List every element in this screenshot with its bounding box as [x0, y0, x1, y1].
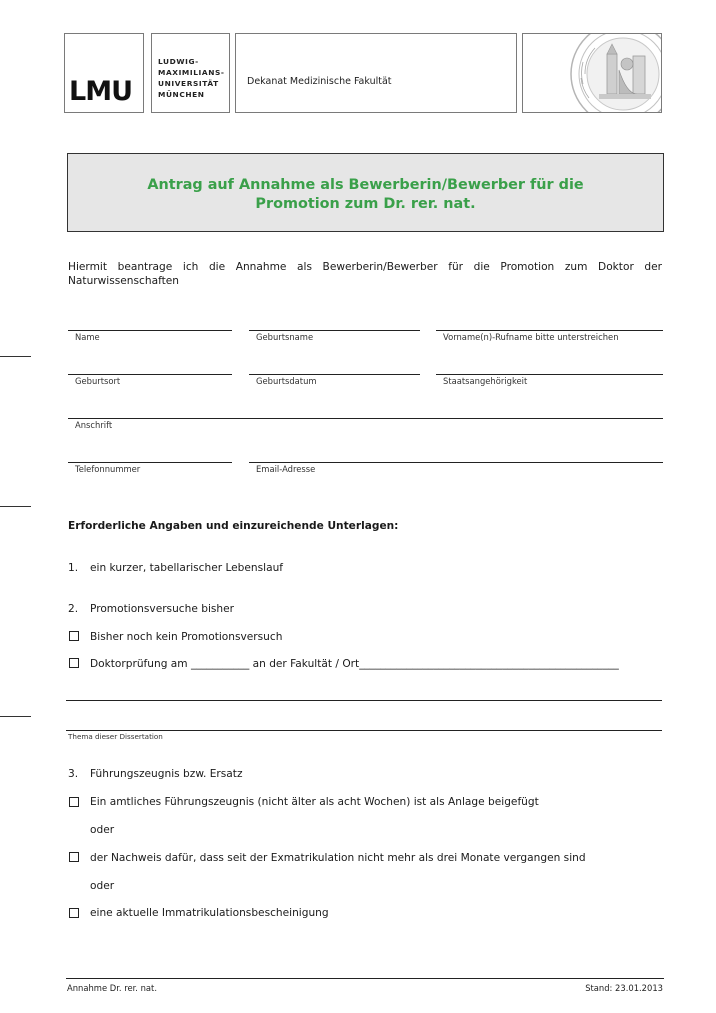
university-seal-box [522, 33, 662, 113]
dissertation-topic-field[interactable] [66, 730, 662, 731]
university-name-line: UNIVERSITÄT [158, 79, 219, 88]
footer-revision-date: Stand: 23.01.2013 [585, 983, 663, 993]
margin-fold-mark [0, 356, 31, 357]
email-label: Email-Adresse [256, 464, 316, 474]
item-number: 2. [68, 603, 79, 615]
or-separator: oder [90, 880, 115, 892]
lmu-logo-box [64, 33, 144, 113]
university-name-line: MAXIMILIANS- [158, 68, 225, 77]
item-police-certificate: Führungszeugnis bzw. Ersatz [90, 768, 243, 780]
exmatriculation-label: der Nachweis dafür, dass seit der Exmatrikulation nicht mehr als drei Monate vergangen sind [90, 852, 586, 864]
first-names-label: Vorname(n)-Rufname bitte unterstreichen [443, 332, 619, 342]
address-field[interactable] [68, 418, 663, 419]
form-title-box [67, 153, 664, 232]
birth-name-label: Geburtsname [256, 332, 314, 342]
nationality-label: Staatsangehörigkeit [443, 376, 528, 386]
university-name-line: MÜNCHEN [158, 90, 205, 99]
university-name [158, 56, 225, 100]
exmatriculation-checkbox[interactable] [69, 852, 79, 862]
first-names-field[interactable] [436, 330, 663, 331]
item-number: 3. [68, 768, 79, 780]
no-attempt-checkbox[interactable] [69, 631, 79, 641]
birth-date-label: Geburtsdatum [256, 376, 317, 386]
item-cv: ein kurzer, tabellarischer Lebenslauf [90, 562, 284, 574]
item-number: 1. [68, 562, 79, 574]
margin-fold-mark [0, 506, 31, 507]
footer-divider [66, 978, 664, 979]
dissertation-topic-label: Thema dieser Dissertation [68, 732, 163, 741]
phone-label: Telefonnummer [75, 464, 141, 474]
phone-field[interactable] [68, 462, 232, 463]
name-field[interactable] [68, 330, 232, 331]
birth-date-field[interactable] [249, 374, 420, 375]
department-box [235, 33, 517, 113]
doctoral-exam-label: Doktorprüfung am ___________ an der Fakultät / Ort_________________________________________________ [90, 658, 619, 670]
university-name-line: LUDWIG- [158, 57, 199, 66]
doctoral-exam-checkbox[interactable] [69, 658, 79, 668]
form-title-line-1: Antrag auf Annahme als Bewerberin/Bewerber für die [147, 177, 584, 193]
enrollment-certificate-checkbox[interactable] [69, 908, 79, 918]
intro-paragraph: Hiermit beantrage ich die Annahme als Bewerberin/Bewerber für die Promotion zum Doktor der Naturwissenschaften [68, 261, 662, 287]
enrollment-certificate-label: eine aktuelle Immatrikulationsbescheinigung [90, 907, 329, 919]
department-name: Dekanat Medizinische Fakultät [247, 76, 392, 87]
police-certificate-checkbox[interactable] [69, 797, 79, 807]
university-name-box [151, 33, 230, 113]
lmu-logo: LMU [69, 76, 132, 107]
email-field[interactable] [249, 462, 663, 463]
police-certificate-label: Ein amtliches Führungszeugnis (nicht älter als acht Wochen) ist als Anlage beigefügt [90, 796, 539, 808]
form-title-line-2: Promotion zum Dr. rer. nat. [255, 196, 476, 212]
item-previous-attempts: Promotionsversuche bisher [90, 603, 234, 615]
birth-place-label: Geburtsort [75, 376, 121, 386]
name-label: Name [75, 332, 100, 342]
requirements-heading: Erforderliche Angaben und einzureichende Unterlagen: [68, 520, 399, 532]
nationality-field[interactable] [436, 374, 663, 375]
or-separator: oder [90, 824, 115, 836]
university-seal-icon [523, 34, 662, 113]
birth-name-field[interactable] [249, 330, 420, 331]
margin-fold-mark [0, 716, 31, 717]
dissertation-field-line[interactable] [66, 700, 662, 701]
address-label: Anschrift [75, 420, 113, 430]
birth-place-field[interactable] [68, 374, 232, 375]
no-attempt-label: Bisher noch kein Promotionsversuch [90, 631, 283, 643]
footer-form-name: Annahme Dr. rer. nat. [67, 983, 157, 993]
